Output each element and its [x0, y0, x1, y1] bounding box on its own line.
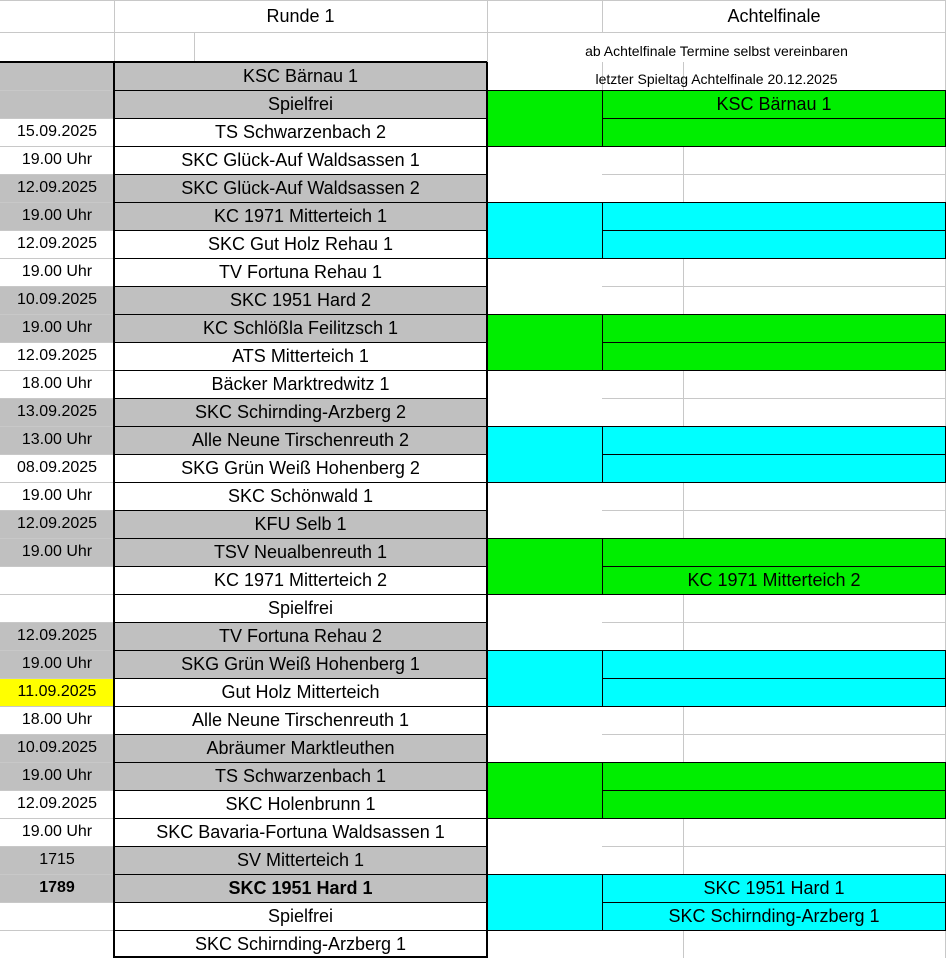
border-h: [487, 90, 946, 91]
border-h: [114, 342, 487, 343]
team-cell: Alle Neune Tirschenreuth 1: [191, 709, 410, 730]
team-cell: SKC Gut Holz Rehau 1: [207, 233, 394, 254]
team-cell: SKC Glück-Auf Waldsassen 2: [181, 177, 420, 198]
header-achtelfinale: Achtelfinale: [727, 5, 821, 26]
header-runde-1: Runde 1: [266, 5, 335, 26]
border-h: [114, 818, 487, 819]
date-cell: 08.09.2025: [16, 459, 98, 476]
border-h: [114, 286, 487, 287]
border-h: [114, 706, 487, 707]
border-h: [602, 118, 946, 119]
border-h: [114, 762, 487, 763]
border-h: [487, 650, 946, 651]
date-cell: 19.00 Uhr: [21, 319, 93, 336]
border-h: [487, 874, 946, 875]
date-cell: 12.09.2025: [16, 347, 98, 364]
border-h: [114, 258, 487, 259]
border-h: [114, 370, 487, 371]
border-h: [114, 202, 487, 203]
border-v: [602, 874, 603, 930]
team-cell: Spielfrei: [267, 93, 334, 114]
date-cell: 12.09.2025: [16, 235, 98, 252]
date-cell: 10.09.2025: [16, 291, 98, 308]
date-cell: [0, 62, 114, 90]
achtelfinale-team-cell: [602, 762, 946, 790]
border-h: [114, 650, 487, 651]
team-cell: Spielfrei: [267, 597, 334, 618]
team-cell: Spielfrei: [267, 905, 334, 926]
team-cell: SKG Grün Weiß Hohenberg 1: [181, 653, 420, 674]
border-v: [602, 202, 603, 258]
gridline-h: [602, 734, 946, 735]
date-cell: [0, 90, 114, 118]
date-cell: 13.00 Uhr: [21, 431, 93, 448]
gridline-h: [602, 846, 946, 847]
gridline-v: [683, 818, 684, 874]
date-cell: 19.00 Uhr: [21, 263, 93, 280]
achtelfinale-team-cell: SKC 1951 Hard 1: [703, 877, 845, 898]
gridline-v: [683, 258, 684, 314]
team-cell: SKC Schönwald 1: [227, 485, 374, 506]
team-cell: KC 1971 Mitterteich 1: [213, 205, 388, 226]
date-cell: 11.09.2025: [17, 683, 97, 700]
date-cell: [0, 594, 114, 622]
border-h: [114, 314, 487, 315]
date-cell: 13.09.2025: [16, 403, 98, 420]
date-cell: 19.00 Uhr: [21, 207, 93, 224]
date-cell: 19.00 Uhr: [21, 767, 93, 784]
date-cell: 1715: [39, 851, 75, 868]
border-h: [487, 258, 946, 259]
border-h: [487, 594, 946, 595]
border-h: [602, 454, 946, 455]
border-h: [487, 930, 946, 931]
achtelfinale-team-cell: [602, 202, 946, 230]
date-cell: 19.00 Uhr: [21, 823, 93, 840]
achtelfinale-team-cell: SKC Schirnding-Arzberg 1: [668, 905, 880, 926]
border-h: [114, 510, 487, 511]
border-h: [114, 790, 487, 791]
date-cell: [0, 566, 114, 594]
date-cell: 12.09.2025: [16, 795, 98, 812]
date-cell: 10.09.2025: [16, 739, 98, 756]
border-h: [114, 426, 487, 427]
border-h: [487, 370, 946, 371]
border-h: [114, 454, 487, 455]
team-cell: SKG Grün Weiß Hohenberg 2: [181, 457, 420, 478]
team-cell: Gut Holz Mitterteich: [221, 681, 380, 702]
border-h: [114, 90, 487, 91]
achtelfinale-team-cell: [602, 230, 946, 258]
border-h: [487, 426, 946, 427]
achtelfinale-team-cell: [602, 426, 946, 454]
border-h: [114, 146, 487, 147]
date-cell: 18.00 Uhr: [21, 375, 93, 392]
date-cell: [0, 930, 114, 958]
border-h: [487, 146, 946, 147]
border-v: [602, 90, 603, 146]
border-v: [602, 538, 603, 594]
note-termine: ab Achtelfinale Termine selbst vereinbaren: [585, 43, 848, 59]
gridline-h: [602, 398, 946, 399]
border-h: [602, 342, 946, 343]
border-h: [114, 118, 487, 119]
gridline-v: [194, 32, 195, 62]
border-h: [114, 846, 487, 847]
team-cell: SKC 1951 Hard 2: [229, 289, 372, 310]
border-h: [602, 566, 946, 567]
border-v: [602, 650, 603, 706]
team-cell: TV Fortuna Rehau 2: [218, 625, 383, 646]
gridline-v: [683, 482, 684, 538]
border-h: [487, 482, 946, 483]
team-cell: SKC Bavaria-Fortuna Waldsassen 1: [156, 821, 445, 842]
border-h: [114, 566, 487, 567]
date-cell: 15.09.2025: [16, 123, 98, 140]
border-h: [487, 818, 946, 819]
border-v: [602, 426, 603, 482]
border-h: [602, 230, 946, 231]
achtelfinale-team-cell: [602, 790, 946, 818]
border-h: [602, 902, 946, 903]
achtelfinale-team-cell: [602, 678, 946, 706]
team-cell: TV Fortuna Rehau 1: [218, 261, 383, 282]
gridline-v: [683, 594, 684, 650]
date-cell: 12.09.2025: [16, 627, 98, 644]
date-cell: 18.00 Uhr: [21, 711, 93, 728]
achtelfinale-team-cell: [602, 118, 946, 146]
gridline-v: [683, 370, 684, 426]
border-h: [114, 874, 487, 875]
border-h: [114, 930, 487, 931]
team-cell: Bäcker Marktredwitz 1: [211, 373, 390, 394]
border-h: [114, 902, 487, 903]
gridline-v: [683, 930, 684, 958]
border-h: [602, 790, 946, 791]
gridline-h: [602, 622, 946, 623]
border-h: [602, 678, 946, 679]
gridline-h: [602, 286, 946, 287]
team-cell: SKC Schirnding-Arzberg 1: [194, 933, 407, 954]
team-cell: KFU Selb 1: [254, 513, 347, 534]
gridline-v: [683, 706, 684, 762]
team-cell: SKC Holenbrunn 1: [225, 793, 376, 814]
team-cell: Alle Neune Tirschenreuth 2: [191, 429, 410, 450]
border-h: [114, 594, 487, 595]
date-cell: 12.09.2025: [16, 515, 98, 532]
gridline-v: [683, 146, 684, 202]
achtelfinale-team-cell: [602, 538, 946, 566]
team-cell: TS Schwarzenbach 2: [214, 121, 387, 142]
border-v: [602, 762, 603, 818]
border-v: [602, 314, 603, 370]
date-cell: [0, 902, 114, 930]
date-cell: 19.00 Uhr: [21, 543, 93, 560]
team-cell: SKC Schirnding-Arzberg 2: [194, 401, 407, 422]
date-cell: 19.00 Uhr: [21, 151, 93, 168]
achtelfinale-team-cell: [602, 650, 946, 678]
note-letzter-spieltag: letzter Spieltag Achtelfinale 20.12.2025: [595, 71, 838, 87]
border-h: [487, 314, 946, 315]
achtelfinale-team-cell: [602, 314, 946, 342]
achtelfinale-team-cell: [602, 342, 946, 370]
team-cell: TS Schwarzenbach 1: [214, 765, 387, 786]
date-cell: 12.09.2025: [16, 179, 98, 196]
border-h: [487, 762, 946, 763]
team-cell: SKC Glück-Auf Waldsassen 1: [181, 149, 420, 170]
border-h: [114, 174, 487, 175]
achtelfinale-team-cell: KSC Bärnau 1: [716, 93, 832, 114]
date-cell: 19.00 Uhr: [21, 655, 93, 672]
border-h: [114, 230, 487, 231]
border-h: [114, 538, 487, 539]
border-h: [114, 678, 487, 679]
border-h: [487, 706, 946, 707]
team-cell: KC Schlößla Feilitzsch 1: [202, 317, 399, 338]
team-cell: KC 1971 Mitterteich 2: [213, 569, 388, 590]
team-cell: Abräumer Marktleuthen: [206, 737, 395, 758]
border-h: [487, 538, 946, 539]
achtelfinale-team-cell: KC 1971 Mitterteich 2: [687, 569, 861, 590]
border-h: [0, 61, 487, 63]
team-cell: TSV Neualbenreuth 1: [213, 541, 388, 562]
gridline-h: [0, 32, 946, 33]
border-h: [114, 482, 487, 483]
border-h: [114, 734, 487, 735]
border-h: [114, 398, 487, 399]
border-h: [114, 622, 487, 623]
gridline-h: [602, 174, 946, 175]
team-cell: SKC 1951 Hard 1: [228, 877, 373, 898]
date-cell: 19.00 Uhr: [21, 487, 93, 504]
border-h: [487, 202, 946, 203]
date-cell: 1789: [39, 879, 75, 896]
team-cell: SV Mitterteich 1: [236, 849, 365, 870]
achtelfinale-team-cell: [602, 454, 946, 482]
team-cell: ATS Mitterteich 1: [232, 345, 369, 366]
team-cell: KSC Bärnau 1: [242, 65, 359, 86]
gridline-h: [602, 510, 946, 511]
